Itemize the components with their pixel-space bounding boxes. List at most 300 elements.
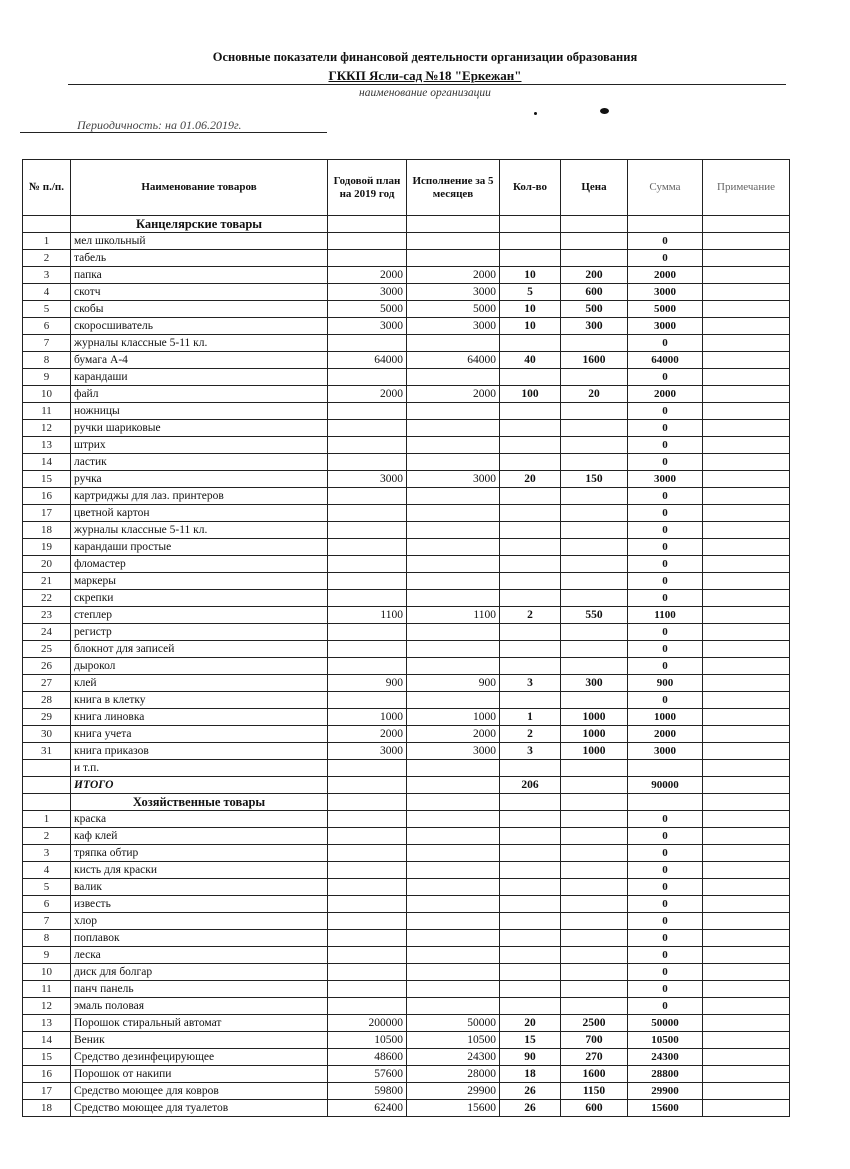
cell-name: кисть для краски	[71, 862, 328, 879]
cell-qty: 10	[500, 301, 561, 318]
cell-price: 1000	[561, 709, 628, 726]
table-row	[23, 590, 790, 607]
cell-price: 200	[561, 267, 628, 284]
cell-name: леска	[71, 947, 328, 964]
cell-empty	[561, 216, 628, 233]
cell-exec	[407, 862, 500, 879]
cell-num: 10	[23, 386, 71, 403]
cell-sum: 0	[628, 590, 703, 607]
cell-sum: 28800	[628, 1066, 703, 1083]
cell-sum: 0	[628, 811, 703, 828]
cell-note	[703, 930, 790, 947]
period-underline	[20, 132, 327, 133]
cell-sum: 0	[628, 505, 703, 522]
cell-sum: 2000	[628, 386, 703, 403]
cell-note	[703, 743, 790, 760]
cell-name: диск для болгар	[71, 964, 328, 981]
table-row	[23, 658, 790, 675]
cell-price: 600	[561, 1100, 628, 1117]
cell-plan: 200000	[328, 1015, 407, 1032]
section-title: Хозяйственные товары	[71, 794, 328, 811]
cell-name: Порошок стиральный автомат	[71, 1015, 328, 1032]
table-row	[23, 403, 790, 420]
cell-note	[703, 658, 790, 675]
cell-sum: 0	[628, 539, 703, 556]
cell-name: Средство моющее для ковров	[71, 1083, 328, 1100]
cell-num: 20	[23, 556, 71, 573]
cell-price: 270	[561, 1049, 628, 1066]
table-row	[23, 471, 790, 488]
cell-num: 25	[23, 641, 71, 658]
cell-num: 8	[23, 352, 71, 369]
cell-qty	[500, 879, 561, 896]
total-label: ИТОГО	[71, 777, 328, 794]
cell-qty	[500, 250, 561, 267]
cell-num	[23, 777, 71, 794]
cell-num: 1	[23, 233, 71, 250]
cell-empty	[407, 794, 500, 811]
cell-plan	[328, 845, 407, 862]
cell-qty: 2	[500, 726, 561, 743]
cell-note	[703, 879, 790, 896]
table-row	[23, 301, 790, 318]
cell-num: 7	[23, 913, 71, 930]
cell-num: 3	[23, 267, 71, 284]
cell-num: 17	[23, 1083, 71, 1100]
cell-exec	[407, 947, 500, 964]
table-row	[23, 267, 790, 284]
cell-qty	[500, 811, 561, 828]
cell-price	[561, 539, 628, 556]
cell-num: 11	[23, 981, 71, 998]
cell-plan	[328, 590, 407, 607]
cell-note	[703, 403, 790, 420]
cell-num: 14	[23, 454, 71, 471]
cell-num: 8	[23, 930, 71, 947]
cell-price: 500	[561, 301, 628, 318]
cell-num: 4	[23, 862, 71, 879]
cell-sum: 0	[628, 658, 703, 675]
period-label: Периодичность: на 01.06.2019г.	[77, 118, 242, 132]
cell-sum: 0	[628, 403, 703, 420]
cell-plan	[328, 335, 407, 352]
cell-empty	[328, 794, 407, 811]
cell-qty	[500, 522, 561, 539]
cell-empty	[500, 794, 561, 811]
cell-exec	[407, 250, 500, 267]
table-row	[23, 454, 790, 471]
cell-plan	[328, 692, 407, 709]
cell-plan	[328, 998, 407, 1015]
cell-qty	[500, 913, 561, 930]
cell-name: табель	[71, 250, 328, 267]
cell-qty: 26	[500, 1100, 561, 1117]
cell-qty	[500, 760, 561, 777]
cell-num: 1	[23, 811, 71, 828]
cell-price: 1600	[561, 352, 628, 369]
cell-num: 30	[23, 726, 71, 743]
cell-num: 26	[23, 658, 71, 675]
cell-note	[703, 590, 790, 607]
cell-sum: 0	[628, 692, 703, 709]
cell-price	[561, 981, 628, 998]
cell-sum: 0	[628, 845, 703, 862]
cell-price: 300	[561, 318, 628, 335]
cell-name: Средство моющее для туалетов	[71, 1100, 328, 1117]
cell-exec	[407, 658, 500, 675]
cell-exec	[407, 981, 500, 998]
cell-price	[561, 250, 628, 267]
table-row	[23, 930, 790, 947]
cell-sum: 0	[628, 862, 703, 879]
cell-num: 4	[23, 284, 71, 301]
cell-qty: 18	[500, 1066, 561, 1083]
table-row	[23, 913, 790, 930]
cell-empty	[500, 216, 561, 233]
cell-num	[23, 760, 71, 777]
cell-exec: 24300	[407, 1049, 500, 1066]
cell-note	[703, 709, 790, 726]
cell-empty	[703, 216, 790, 233]
cell-sum: 0	[628, 250, 703, 267]
cell-note	[703, 981, 790, 998]
cell-name: скотч	[71, 284, 328, 301]
cell-price: 150	[561, 471, 628, 488]
cell-note	[703, 301, 790, 318]
cell-price	[561, 454, 628, 471]
total-row	[23, 777, 790, 794]
cell-num: 5	[23, 301, 71, 318]
header-plan: Годовой план на 2019 год	[328, 160, 407, 216]
cell-note	[703, 896, 790, 913]
cell-sum: 0	[628, 233, 703, 250]
cell-qty	[500, 845, 561, 862]
table-row	[23, 420, 790, 437]
org-underline	[68, 84, 786, 85]
cell-name: тряпка обтир	[71, 845, 328, 862]
cell-exec	[407, 777, 500, 794]
cell-qty	[500, 556, 561, 573]
cell-sum	[628, 760, 703, 777]
cell-plan	[328, 522, 407, 539]
cell-price: 1600	[561, 1066, 628, 1083]
cell-num	[23, 794, 71, 811]
table-row	[23, 1015, 790, 1032]
cell-num: 12	[23, 420, 71, 437]
cell-num: 16	[23, 1066, 71, 1083]
table-row	[23, 386, 790, 403]
cell-exec	[407, 454, 500, 471]
cell-plan	[328, 420, 407, 437]
goods-table	[22, 159, 790, 1117]
table-row	[23, 1100, 790, 1117]
cell-note	[703, 607, 790, 624]
cell-qty: 3	[500, 675, 561, 692]
cell-price: 1000	[561, 743, 628, 760]
cell-exec: 1100	[407, 607, 500, 624]
cell-plan	[328, 879, 407, 896]
cell-price	[561, 624, 628, 641]
cell-qty: 90	[500, 1049, 561, 1066]
cell-plan: 3000	[328, 284, 407, 301]
cell-empty	[561, 794, 628, 811]
header-price: Цена	[561, 160, 628, 216]
cell-note	[703, 913, 790, 930]
cell-plan	[328, 947, 407, 964]
cell-name: хлор	[71, 913, 328, 930]
cell-sum: 0	[628, 964, 703, 981]
cell-num: 10	[23, 964, 71, 981]
cell-price	[561, 658, 628, 675]
cell-note	[703, 998, 790, 1015]
cell-qty	[500, 964, 561, 981]
cell-num: 14	[23, 1032, 71, 1049]
cell-exec	[407, 964, 500, 981]
cell-price	[561, 964, 628, 981]
cell-exec: 15600	[407, 1100, 500, 1117]
cell-exec: 3000	[407, 318, 500, 335]
cell-plan: 1000	[328, 709, 407, 726]
table-row	[23, 811, 790, 828]
cell-exec: 10500	[407, 1032, 500, 1049]
cell-num: 11	[23, 403, 71, 420]
cell-price	[561, 913, 628, 930]
cell-note	[703, 420, 790, 437]
cell-note	[703, 692, 790, 709]
table-row	[23, 998, 790, 1015]
total-sum: 90000	[628, 777, 703, 794]
table-row	[23, 369, 790, 386]
table-row	[23, 845, 790, 862]
cell-note	[703, 1049, 790, 1066]
cell-name: эмаль половая	[71, 998, 328, 1015]
cell-sum: 0	[628, 437, 703, 454]
cell-price	[561, 335, 628, 352]
cell-qty: 20	[500, 471, 561, 488]
cell-plan	[328, 437, 407, 454]
cell-price	[561, 233, 628, 250]
cell-qty	[500, 539, 561, 556]
cell-name: ручки шариковые	[71, 420, 328, 437]
cell-plan: 5000	[328, 301, 407, 318]
cell-price: 1150	[561, 1083, 628, 1100]
cell-name: краска	[71, 811, 328, 828]
cell-sum: 0	[628, 947, 703, 964]
cell-qty: 3	[500, 743, 561, 760]
cell-sum: 0	[628, 335, 703, 352]
cell-sum: 5000	[628, 301, 703, 318]
cell-qty	[500, 420, 561, 437]
cell-qty	[500, 335, 561, 352]
table-row	[23, 624, 790, 641]
cell-note	[703, 539, 790, 556]
header-exec: Исполнение за 5 месяцев	[407, 160, 500, 216]
cell-num: 13	[23, 437, 71, 454]
cell-empty	[628, 216, 703, 233]
cell-name: Веник	[71, 1032, 328, 1049]
cell-plan	[328, 828, 407, 845]
cell-plan	[328, 403, 407, 420]
table-row	[23, 828, 790, 845]
cell-price: 600	[561, 284, 628, 301]
cell-num: 22	[23, 590, 71, 607]
cell-name: бумага А-4	[71, 352, 328, 369]
cell-sum: 0	[628, 573, 703, 590]
cell-qty	[500, 862, 561, 879]
cell-sum: 900	[628, 675, 703, 692]
cell-note	[703, 267, 790, 284]
cell-price	[561, 828, 628, 845]
cell-sum: 0	[628, 879, 703, 896]
cell-price	[561, 947, 628, 964]
cell-num: 31	[23, 743, 71, 760]
table-row	[23, 284, 790, 301]
cell-note	[703, 471, 790, 488]
cell-plan	[328, 658, 407, 675]
cell-price	[561, 437, 628, 454]
cell-num: 5	[23, 879, 71, 896]
cell-plan	[328, 233, 407, 250]
cell-qty	[500, 641, 561, 658]
table-row	[23, 318, 790, 335]
cell-num: 29	[23, 709, 71, 726]
cell-num: 15	[23, 1049, 71, 1066]
cell-plan	[328, 556, 407, 573]
cell-price	[561, 862, 628, 879]
cell-plan	[328, 573, 407, 590]
cell-num: 18	[23, 522, 71, 539]
cell-price	[561, 573, 628, 590]
cell-sum: 0	[628, 641, 703, 658]
cell-note	[703, 386, 790, 403]
cell-note	[703, 777, 790, 794]
table-row	[23, 233, 790, 250]
cell-sum: 3000	[628, 318, 703, 335]
cell-sum: 0	[628, 522, 703, 539]
cell-qty: 15	[500, 1032, 561, 1049]
cell-plan	[328, 930, 407, 947]
cell-num: 17	[23, 505, 71, 522]
cell-price: 550	[561, 607, 628, 624]
cell-plan	[328, 454, 407, 471]
cell-name: регистр	[71, 624, 328, 641]
header-name: Наименование товаров	[71, 160, 328, 216]
cell-plan	[328, 913, 407, 930]
cell-plan: 10500	[328, 1032, 407, 1049]
cell-name: Порошок от накипи	[71, 1066, 328, 1083]
cell-qty: 26	[500, 1083, 561, 1100]
cell-qty	[500, 828, 561, 845]
table-row	[23, 879, 790, 896]
table-row	[23, 675, 790, 692]
cell-name: карандаши	[71, 369, 328, 386]
document-title: Основные показатели финансовой деятельности организации образования	[212, 50, 638, 64]
cell-sum: 0	[628, 930, 703, 947]
cell-num: 23	[23, 607, 71, 624]
cell-price	[561, 896, 628, 913]
cell-note	[703, 845, 790, 862]
cell-qty	[500, 437, 561, 454]
cell-exec	[407, 539, 500, 556]
cell-plan	[328, 488, 407, 505]
cell-sum: 2000	[628, 726, 703, 743]
cell-exec	[407, 692, 500, 709]
table-row	[23, 1032, 790, 1049]
cell-name: клей	[71, 675, 328, 692]
cell-plan: 3000	[328, 471, 407, 488]
cell-name: и т.п.	[71, 760, 328, 777]
cell-price: 2500	[561, 1015, 628, 1032]
cell-exec	[407, 641, 500, 658]
cell-plan: 900	[328, 675, 407, 692]
cell-plan	[328, 369, 407, 386]
cell-sum: 0	[628, 556, 703, 573]
cell-exec	[407, 845, 500, 862]
cell-exec: 2000	[407, 726, 500, 743]
cell-qty	[500, 369, 561, 386]
cell-sum: 15600	[628, 1100, 703, 1117]
cell-plan: 3000	[328, 743, 407, 760]
cell-sum: 3000	[628, 284, 703, 301]
table-row	[23, 352, 790, 369]
cell-exec: 29900	[407, 1083, 500, 1100]
cell-price	[561, 777, 628, 794]
cell-num: 9	[23, 369, 71, 386]
cell-sum: 0	[628, 420, 703, 437]
cell-num: 24	[23, 624, 71, 641]
cell-exec	[407, 828, 500, 845]
cell-qty	[500, 488, 561, 505]
cell-name: маркеры	[71, 573, 328, 590]
cell-note	[703, 437, 790, 454]
cell-price	[561, 488, 628, 505]
cell-sum: 0	[628, 913, 703, 930]
cell-plan: 2000	[328, 267, 407, 284]
cell-exec	[407, 811, 500, 828]
cell-price	[561, 998, 628, 1015]
cell-note	[703, 624, 790, 641]
cell-plan	[328, 862, 407, 879]
table-row	[23, 488, 790, 505]
header-qty: Кол-во	[500, 160, 561, 216]
cell-num: 6	[23, 318, 71, 335]
organization-name: ГККП Ясли-сад №18 "Еркежан"	[328, 68, 522, 83]
cell-price	[561, 556, 628, 573]
cell-note	[703, 335, 790, 352]
cell-empty	[328, 216, 407, 233]
cell-note	[703, 352, 790, 369]
cell-price: 300	[561, 675, 628, 692]
cell-note	[703, 1083, 790, 1100]
table-row	[23, 743, 790, 760]
cell-note	[703, 522, 790, 539]
table-row	[23, 556, 790, 573]
cell-qty	[500, 403, 561, 420]
table-row	[23, 709, 790, 726]
cell-exec	[407, 437, 500, 454]
table-row	[23, 981, 790, 998]
cell-plan	[328, 811, 407, 828]
cell-num: 3	[23, 845, 71, 862]
cell-sum: 0	[628, 981, 703, 998]
cell-plan	[328, 505, 407, 522]
cell-num: 21	[23, 573, 71, 590]
cell-note	[703, 947, 790, 964]
cell-exec	[407, 488, 500, 505]
table-row	[23, 726, 790, 743]
table-row	[23, 760, 790, 777]
cell-plan: 59800	[328, 1083, 407, 1100]
